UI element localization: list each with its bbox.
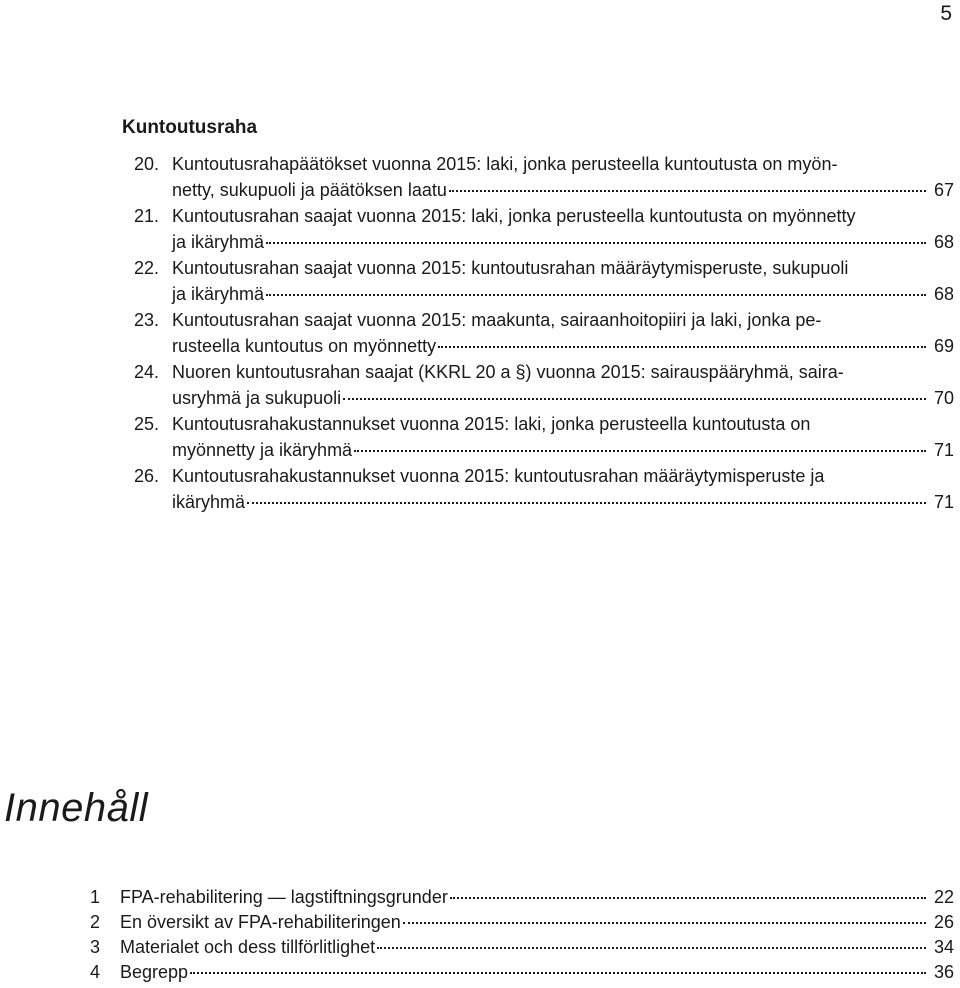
toc-entry-title: FPA-rehabilitering — lagstiftningsgrunder bbox=[120, 887, 448, 907]
toc-entry[interactable] bbox=[90, 887, 954, 912]
toc-entry-leader-row bbox=[172, 388, 954, 412]
toc-entry-leader-row bbox=[172, 180, 954, 204]
toc-entry[interactable] bbox=[122, 204, 954, 256]
toc-entry[interactable] bbox=[90, 912, 954, 937]
toc-entry-page: 36 bbox=[933, 962, 954, 982]
toc-entry-leader-row bbox=[172, 232, 954, 256]
dot-leader bbox=[343, 398, 926, 400]
toc-entry-title-continued: rusteella kuntoutus on myönnetty bbox=[172, 336, 437, 356]
toc-entry-title: Kuntoutusrahan saajat vuonna 2015: kuntoutusrahan määräytymisperuste, sukupuoli bbox=[172, 258, 849, 278]
dot-leader bbox=[266, 294, 926, 296]
toc-entry-title: Kuntoutusrahakustannukset vuonna 2015: kuntoutusrahan määräytymisperuste ja bbox=[172, 466, 825, 486]
toc-entry-number: 4 bbox=[90, 962, 101, 982]
toc-entry-title-continued: usryhmä ja sukupuoli bbox=[172, 388, 342, 408]
toc-entry[interactable] bbox=[122, 464, 954, 516]
toc-entry-page: 22 bbox=[933, 887, 954, 907]
page-number: 5 bbox=[940, 2, 952, 25]
toc-entry-page: 68 bbox=[933, 284, 954, 304]
toc-entry-leader-row bbox=[172, 492, 954, 516]
toc-entry-page: 71 bbox=[933, 492, 954, 512]
toc-entry[interactable] bbox=[90, 962, 954, 987]
toc-entry-number: 26. bbox=[134, 466, 160, 486]
toc-entry-page: 68 bbox=[933, 232, 954, 252]
section-heading-kuntoutusraha: Kuntoutusraha bbox=[122, 117, 258, 138]
finnish-toc-list bbox=[122, 152, 954, 516]
toc-entry-title-continued: myönnetty ja ikäryhmä bbox=[172, 440, 353, 460]
toc-entry-title: Kuntoutusrahakustannukset vuonna 2015: laki, jonka perusteella kuntoutusta on bbox=[172, 414, 811, 434]
dot-leader bbox=[449, 190, 926, 192]
toc-entry-title: Nuoren kuntoutusrahan saajat (KKRL 20 a §) vuonna 2015: sairauspääryhmä, saira- bbox=[172, 362, 844, 382]
dot-leader bbox=[438, 346, 926, 348]
toc-entry-number: 25. bbox=[134, 414, 160, 434]
dot-leader bbox=[190, 972, 926, 974]
toc-entry-number: 1 bbox=[90, 887, 101, 907]
toc-entry-page: 34 bbox=[933, 937, 954, 957]
contents-title-innehall: Innehåll bbox=[4, 786, 149, 830]
toc-entry[interactable] bbox=[122, 256, 954, 308]
toc-entry-number: 2 bbox=[90, 912, 101, 932]
toc-entry-number: 3 bbox=[90, 937, 101, 957]
toc-entry-page: 67 bbox=[933, 180, 954, 200]
toc-entry-title: En översikt av FPA-rehabiliteringen bbox=[120, 912, 401, 932]
toc-entry-leader-row bbox=[172, 336, 954, 360]
toc-entry-page: 71 bbox=[933, 440, 954, 460]
toc-entry-title-continued: netty, sukupuoli ja päätöksen laatu bbox=[172, 180, 447, 200]
toc-entry-title: Kuntoutusrahan saajat vuonna 2015: laki, jonka perusteella kuntoutusta on myönnetty bbox=[172, 206, 856, 226]
dot-leader bbox=[403, 922, 926, 924]
toc-entry-page: 70 bbox=[933, 388, 954, 408]
toc-entry-number: 22. bbox=[134, 258, 160, 278]
dot-leader bbox=[450, 897, 926, 899]
toc-entry-number: 21. bbox=[134, 206, 160, 226]
toc-entry[interactable] bbox=[122, 308, 954, 360]
toc-entry[interactable] bbox=[90, 937, 954, 962]
toc-entry[interactable] bbox=[122, 152, 954, 204]
toc-entry-leader-row bbox=[172, 440, 954, 464]
toc-entry-leader-row bbox=[120, 937, 954, 958]
toc-entry-title: Begrepp bbox=[120, 962, 189, 982]
toc-entry-page: 69 bbox=[933, 336, 954, 356]
toc-entry-title-continued: ikäryhmä bbox=[172, 492, 246, 512]
toc-entry-number: 20. bbox=[134, 154, 160, 174]
toc-entry-number: 23. bbox=[134, 310, 160, 330]
toc-entry-leader-row bbox=[172, 284, 954, 308]
toc-entry-number: 24. bbox=[134, 362, 160, 382]
toc-entry-title: Materialet och dess tillförlitlighet bbox=[120, 937, 376, 957]
dot-leader bbox=[354, 450, 926, 452]
toc-entry-leader-row bbox=[120, 887, 954, 908]
dot-leader bbox=[266, 242, 926, 244]
toc-entry[interactable] bbox=[122, 360, 954, 412]
dot-leader bbox=[247, 502, 926, 504]
toc-entry-leader-row bbox=[120, 962, 954, 983]
toc-entry-title: Kuntoutusrahan saajat vuonna 2015: maakunta, sairaanhoitopiiri ja laki, jonka pe- bbox=[172, 310, 822, 330]
dot-leader bbox=[377, 947, 926, 949]
toc-entry-title-continued: ja ikäryhmä bbox=[172, 284, 265, 304]
toc-entry-leader-row bbox=[120, 912, 954, 933]
toc-entry-title: Kuntoutusrahapäätökset vuonna 2015: laki, jonka perusteella kuntoutusta on myön- bbox=[172, 154, 838, 174]
toc-entry[interactable] bbox=[122, 412, 954, 464]
swedish-toc-list bbox=[90, 887, 954, 987]
toc-entry-title-continued: ja ikäryhmä bbox=[172, 232, 265, 252]
toc-entry-page: 26 bbox=[933, 912, 954, 932]
